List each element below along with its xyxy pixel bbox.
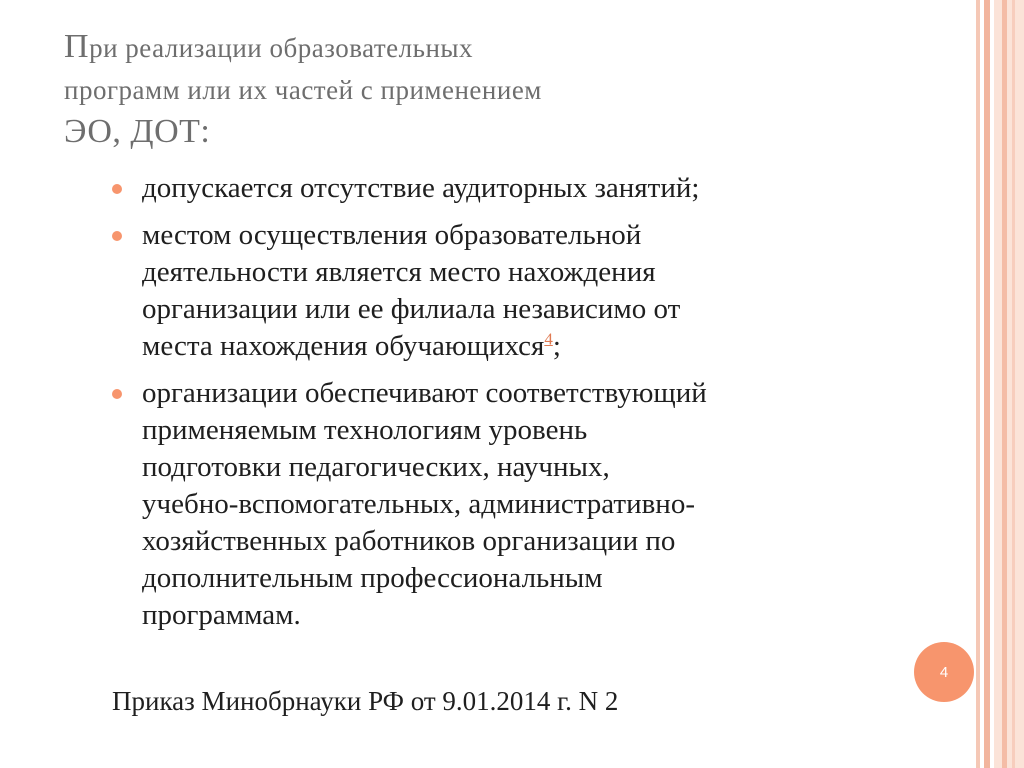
bullet-line: организации или ее филиала независимо от (142, 293, 681, 325)
decor-stripe (1002, 0, 1007, 768)
title-line-3: ЭО, ДОТ: (64, 113, 211, 150)
bullet-dot-icon (112, 231, 122, 241)
slide-title (64, 26, 924, 153)
bullet-item-2 (108, 217, 908, 365)
bullet-line: применяемым технологиям уровень (142, 414, 588, 446)
bullet-dot-icon (112, 184, 122, 194)
bullet-item-1 (108, 170, 908, 207)
decor-stripe (994, 0, 1024, 768)
bullet-line: учебно-вспомогательных, административно- (142, 488, 695, 520)
bullet-line: допускается отсутствие аудиторных занятий; (142, 172, 700, 204)
footnote-link[interactable]: 4 (544, 329, 553, 349)
decor-stripe (976, 0, 980, 768)
source-citation: Приказ Минобрнауки РФ от 9.01.2014 г. N 2 (112, 686, 619, 716)
bullet-line: дополнительным профессиональным (142, 562, 603, 594)
bullet-line: программам. (142, 599, 301, 631)
title-initial: П (64, 28, 90, 65)
bullet-dot-icon (112, 389, 122, 399)
decor-stripe (1012, 0, 1015, 768)
bullet-line: хозяйственных работников организации по (142, 525, 676, 557)
bullet-line-text: места нахождения обучающихся (142, 330, 545, 362)
title-line-2: программ или их частей с применением (64, 75, 542, 105)
bullet-list (108, 170, 908, 634)
page-number-badge: 4 (914, 642, 974, 702)
bullet-line-last (142, 328, 908, 365)
title-line-1 (64, 26, 924, 69)
bullet-line: организации обеспечивают соответствующий (142, 377, 707, 409)
bullet-line: деятельности является место нахождения (142, 256, 656, 288)
slide-content (108, 170, 908, 644)
decor-stripe (984, 0, 990, 768)
bullet-line-tail: ; (552, 330, 561, 362)
bullet-line: подготовки педагогических, научных, (142, 451, 610, 483)
bullet-item-3 (108, 375, 908, 634)
bullet-line: местом осуществления образовательной (142, 219, 642, 251)
title-line-1-text: ри реализации образовательных (89, 33, 474, 63)
